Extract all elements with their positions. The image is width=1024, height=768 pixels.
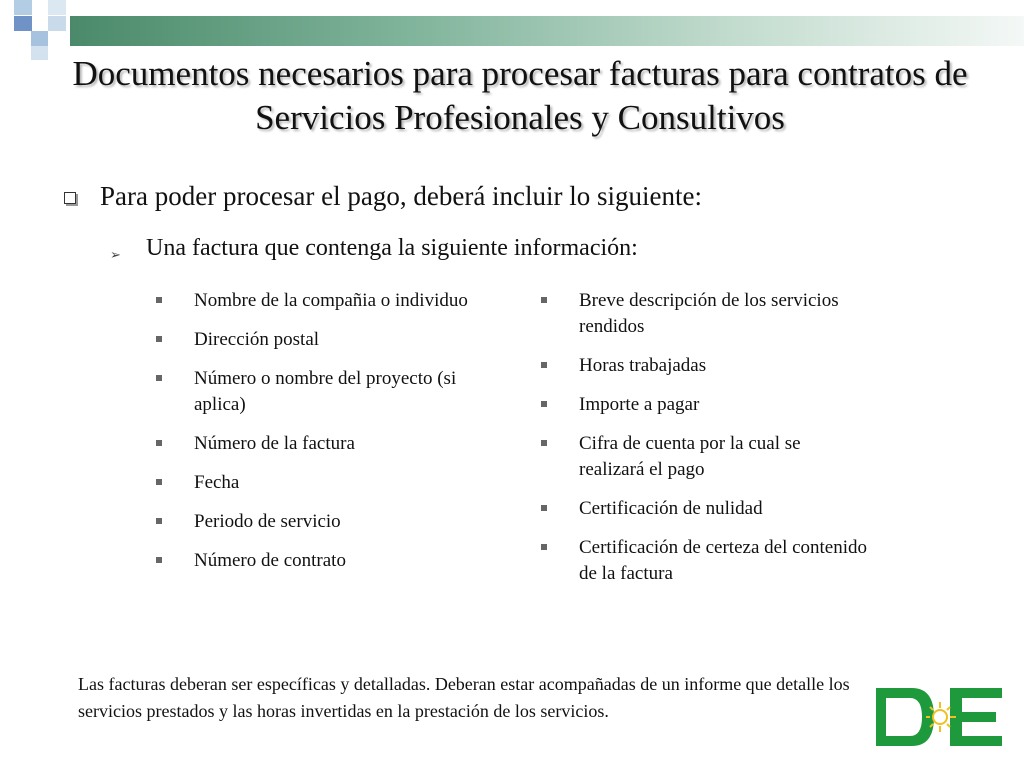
list-item: Certificación de certeza del contenido de la factura: [540, 535, 870, 587]
small-square-bullet-icon: [156, 375, 162, 381]
small-square-bullet-icon: [541, 362, 547, 368]
list-item: Breve descripción de los servicios rendidos: [540, 288, 870, 340]
list-item: Importe a pagar: [540, 392, 870, 418]
small-square-bullet-icon: [156, 557, 162, 563]
list-item: Fecha: [155, 470, 485, 496]
small-square-bullet-icon: [156, 518, 162, 524]
main-bullet-text: Para poder procesar el pago, deberá incluir lo siguiente:: [100, 181, 703, 211]
small-square-bullet-icon: [156, 336, 162, 342]
list-item: Certificación de nulidad: [540, 496, 870, 522]
list-item: Periodo de servicio: [155, 509, 485, 535]
list-item: Número o nombre del proyecto (si aplica): [155, 366, 485, 418]
header-band: [70, 16, 1024, 46]
slide-title: Documentos necesarios para procesar facturas para contratos de Servicios Profesionales y Consultivos: [72, 54, 968, 137]
list-item: Cifra de cuenta por la cual se realizará el pago: [540, 431, 870, 483]
list-item: Nombre de la compañia o individuo: [155, 288, 485, 314]
list-item: Número de contrato: [155, 548, 485, 574]
small-square-bullet-icon: [156, 479, 162, 485]
small-square-bullet-icon: [541, 544, 547, 550]
hollow-square-bullet-icon: [64, 192, 76, 204]
right-requirements-list: [540, 288, 870, 600]
small-square-bullet-icon: [541, 440, 547, 446]
list-item: Dirección postal: [155, 327, 485, 353]
small-square-bullet-icon: [156, 440, 162, 446]
small-square-bullet-icon: [541, 401, 547, 407]
left-requirements-list: [155, 288, 485, 587]
list-item: Número de la factura: [155, 431, 485, 457]
arrow-bullet-icon: ➢: [110, 248, 121, 263]
list-item: Horas trabajadas: [540, 353, 870, 379]
sub-bullet-text: Una factura que contenga la siguiente información:: [146, 235, 638, 261]
footer-note: Las facturas deberan ser específicas y detalladas. Deberan estar acompañadas de un informe que detalle los servicios prestados y las horas invertidas en la prestación de los servicios.: [78, 674, 850, 721]
de-logo-icon: [872, 684, 1006, 750]
small-square-bullet-icon: [541, 505, 547, 511]
small-square-bullet-icon: [541, 297, 547, 303]
small-square-bullet-icon: [156, 297, 162, 303]
